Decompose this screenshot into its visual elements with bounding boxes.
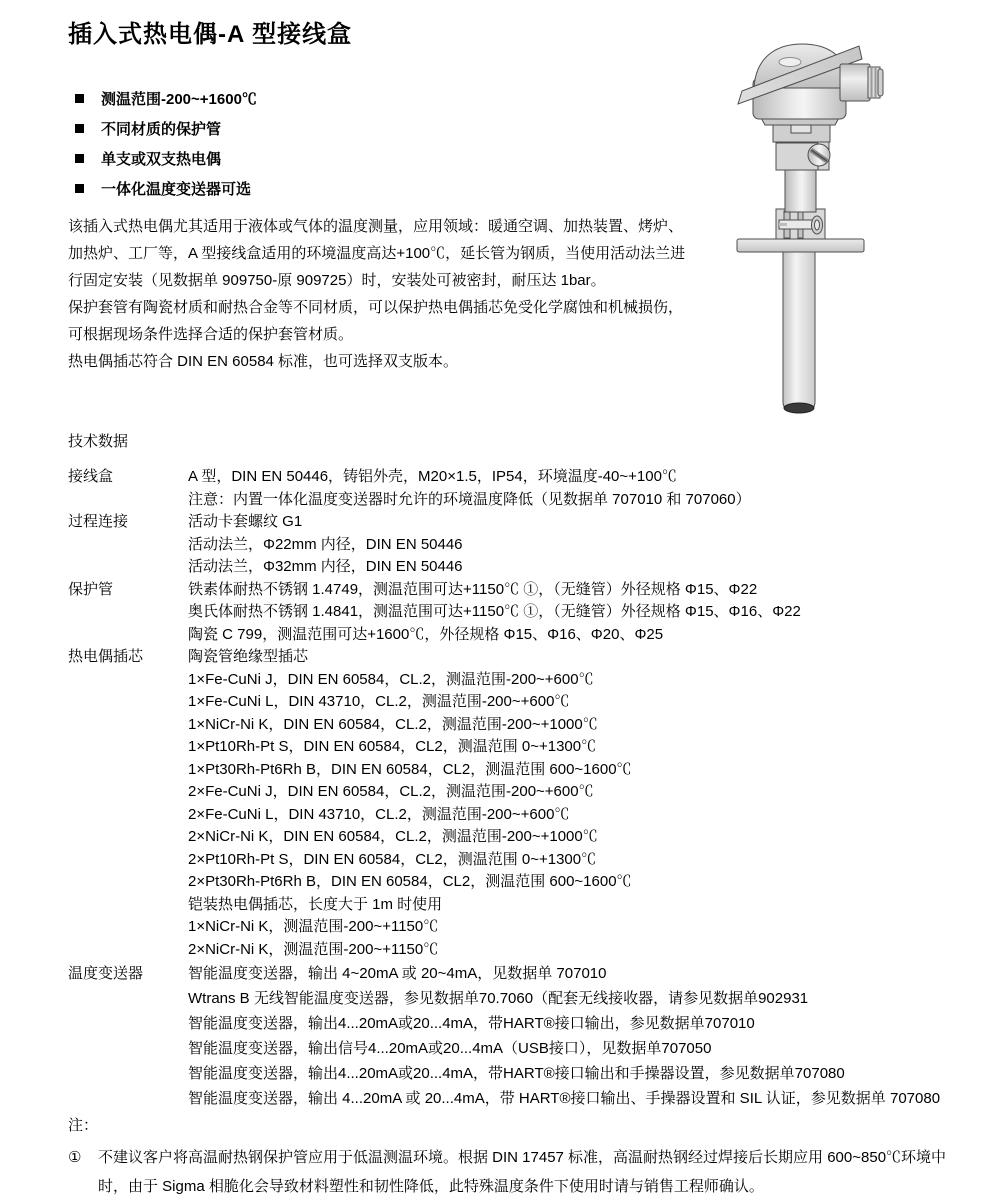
tech-value-line: 智能温度变送器，输出4...20mA或20...4mA，带HART®接口输出和手操器设置，参见数据单707080 <box>188 1065 845 1082</box>
tech-value-line: 1×Pt30Rh-Pt6Rh B，DIN EN 60584，CL2，测温范围 600~1600℃ <box>188 760 632 778</box>
footnote-line: 时，由于 Sigma 相脆化会导致材料塑性和韧性降低，此特殊温度条件下使用时请与销售工程师确认。 <box>98 1178 764 1195</box>
tech-value-line: 铠装热电偶插芯，长度大于 1m 时使用 <box>188 895 443 913</box>
tech-data-table <box>68 466 973 1111</box>
feature-label: 测温范围-200~+1600℃ <box>101 90 257 108</box>
tech-value-line: 2×Fe-CuNi L，DIN 43710，CL.2，测温范围-200~+600℃ <box>188 805 570 823</box>
footnotes <box>68 1115 973 1201</box>
feature-label: 不同材质的保护管 <box>101 120 222 138</box>
tech-value-line: 1×NiCr-Ni K，测温范围-200~+1150℃ <box>188 918 439 935</box>
tech-value-line: 智能温度变送器，输出 4~20mA 或 20~4mA，见数据单 707010 <box>188 965 607 982</box>
tech-value-line: 智能温度变送器，输出信号4...20mA或20...4mA（USB接口），见数据单707050 <box>188 1040 712 1057</box>
tech-value-line: 活动法兰，Φ22mm 内径，DIN EN 50446 <box>188 535 463 553</box>
tech-value-line: 注意：内置一体化温度变送器时允许的环境温度降低（见数据单 707010 和 707060） <box>188 490 751 508</box>
tech-row-protection-tube <box>68 579 973 647</box>
tech-value-line: 2×Pt30Rh-Pt6Rh B，DIN EN 60584，CL2，测温范围 600~1600℃ <box>188 873 632 890</box>
tech-row-thermocouple-insert <box>68 646 973 961</box>
footnote-marker: ① <box>68 1149 82 1166</box>
paragraph-line: 热电偶插芯符合 DIN EN 60584 标准，也可选择双支版本。 <box>68 353 459 370</box>
tech-row-values <box>188 646 973 961</box>
tech-value-line: 智能温度变送器，输出 4...20mA 或 20...4mA，带 HART®接口输出、手操器设置和 SIL 认证，参见数据单 707080 <box>188 1090 941 1107</box>
tech-row-temperature-transmitter <box>68 961 973 1111</box>
tech-row-process-connection <box>68 511 973 579</box>
tech-value-line: 奥氏体耐热不锈钢 1.4841，测温范围可达+1150℃ ①，（无缝管）外径规格 Φ15、Φ16、Φ22 <box>188 603 801 620</box>
tech-value-line: 2×Fe-CuNi J，DIN EN 60584，CL.2，测温范围-200~+600℃ <box>188 783 594 800</box>
bullet-square-icon <box>75 94 84 103</box>
bullet-square-icon <box>75 124 84 133</box>
paragraph-line: 加热炉、工厂等，A 型接线盒适用的环境温度高达+100℃，延长管为钢质，当使用活动法兰进 <box>68 245 686 262</box>
page-title: 插入式热电偶-A 型接线盒 <box>68 21 353 48</box>
bullet-square-icon <box>75 184 84 193</box>
tech-value-line: A 型，DIN EN 50446，铸铝外壳，M20×1.5，IP54，环境温度-40~+100℃ <box>188 468 677 485</box>
paragraph-line: 行固定安装（见数据单 909750-原 909725）时，安装处可被密封，耐压达 1bar。 <box>68 272 606 289</box>
paragraph-line: 保护套管有陶瓷材质和耐热合金等不同材质，可以保护热电偶插芯免受化学腐蚀和机械损伤， <box>68 299 684 316</box>
tech-value-line: 陶瓷管绝缘型插芯 <box>188 648 309 665</box>
tech-value-line: 1×Fe-CuNi J，DIN EN 60584，CL.2，测温范围-200~+600℃ <box>188 670 594 688</box>
tech-value-line: 活动法兰，Φ32mm 内径，DIN EN 50446 <box>188 558 463 575</box>
paragraph-line: 可根据现场条件选择合适的保护套管材质。 <box>68 326 354 343</box>
footnotes-header: 注： <box>68 1117 99 1134</box>
tech-row-junction-box <box>68 466 973 511</box>
tech-value-line: 1×Pt10Rh-Pt S，DIN EN 60584，CL2，测温范围 0~+1300℃ <box>188 738 597 755</box>
tech-value-line: 1×Fe-CuNi L，DIN 43710，CL.2，测温范围-200~+600℃ <box>188 693 570 710</box>
bullet-square-icon <box>75 154 84 163</box>
tech-data-heading: 技术数据 <box>68 433 129 450</box>
tech-value-line: Wtrans B 无线智能温度变送器，参见数据单70.7060（配套无线接收器，请参见数据单902931 <box>188 990 809 1007</box>
tech-row-label: 接线盒 <box>68 468 114 485</box>
thermocouple-illustration <box>718 40 898 418</box>
tech-row-label: 过程连接 <box>68 513 129 530</box>
tech-value-line: 陶瓷 C 799，测温范围可达+1600℃，外径规格 Φ15、Φ16、Φ20、Φ25 <box>188 625 664 643</box>
tech-row-values <box>188 511 973 579</box>
tech-value-line: 活动卡套螺纹 G1 <box>188 513 303 530</box>
tech-value-line: 铁素体耐热不锈钢 1.4749，测温范围可达+1150℃ ①，（无缝管）外径规格 Φ15、Φ22 <box>188 580 758 598</box>
tech-row-values <box>188 466 973 511</box>
feature-label: 一体化温度变送器可选 <box>101 180 252 198</box>
tech-row-values <box>188 961 973 1111</box>
tech-row-label: 温度变送器 <box>68 965 144 982</box>
feature-label: 单支或双支热电偶 <box>101 150 222 168</box>
tech-value-line: 1×NiCr-Ni K，DIN EN 60584，CL.2，测温范围-200~+1000℃ <box>188 715 598 733</box>
tech-row-label: 保护管 <box>68 580 114 598</box>
paragraph-line: 该插入式热电偶尤其适用于液体或气体的温度测量，应用领域：暖通空调、加热装置、烤炉、 <box>68 218 684 235</box>
tech-value-line: 2×Pt10Rh-Pt S，DIN EN 60584，CL2，测温范围 0~+1300℃ <box>188 850 597 868</box>
tech-row-label: 热电偶插芯 <box>68 648 144 665</box>
tech-value-line: 2×NiCr-Ni K，测温范围-200~+1150℃ <box>188 940 439 958</box>
footnote-line: 不建议客户将高温耐热钢保护管应用于低温测温环境。根据 DIN 17457 标准，高温耐热钢经过焊接后长期应用 600~850℃环境中 <box>98 1149 947 1166</box>
tech-value-line: 2×NiCr-Ni K，DIN EN 60584，CL.2，测温范围-200~+1000℃ <box>188 828 598 845</box>
footnote-text <box>98 1143 946 1201</box>
tech-value-line: 智能温度变送器，输出4...20mA或20...4mA，带HART®接口输出，参见数据单707010 <box>188 1015 755 1032</box>
tech-row-values <box>188 579 973 647</box>
footnote-item <box>68 1143 973 1201</box>
